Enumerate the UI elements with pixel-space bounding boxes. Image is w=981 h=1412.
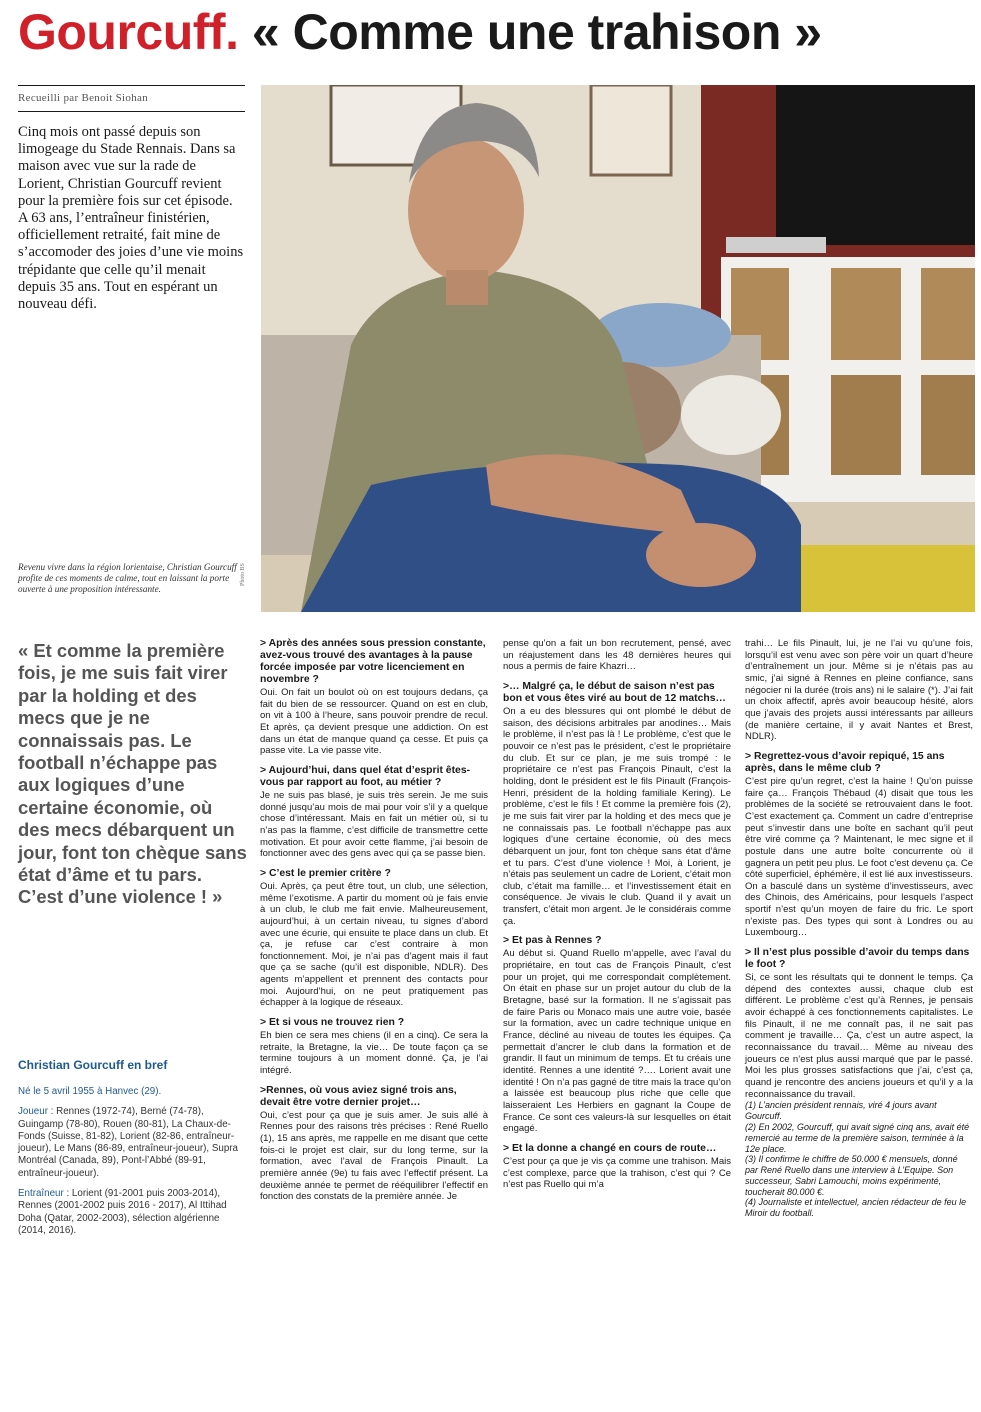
pull-quote: « Et comme la première fois, je me suis fait virer par la holding et des mecs que je ne connaissais pas. Le football n’échappe pas aux logiques d’une certaine économie, où des mecs débarquent un jour, font ton chèque sans état d’âme et tu pars. C’est d’une violence ! » <box>18 640 247 908</box>
interview-answer: Au début si. Quand Ruello m’appelle, avec l’aval du propriétaire, en tout cas de François Pinault, c’est pour un projet, qui me correspondait complètement. On était en phase sur un projet autour du club de la Bretagne, basé sur la formation. Il ne s’agissait pas de faire Paris ou Monaco mais une autre voie, basée sur la formation, avec un cadre technique unique en France, décliné au niveau de toutes les équipes. Ça permettait d’ancrer le club dans la formation et de grandir. Il faut un minimum de temps. Et tu créais une identité. Rennes a une identité ?…. Lorient avait une identité ! On n’a pas gagné de titre mais la trace qu’on a laissée est beaucoup plus riche que celle que laisseraient Les Herbiers en gagnant la Coupe de France. Ce sont ces valeurs-là sur lesquelles on était engagé. <box>503 948 731 1135</box>
interview-answer: pense qu’on a fait un bon recrutement, pensé, avec un réajustement dans les 48 dernières heures qui nous a permis de faire Khazri… <box>503 638 731 673</box>
bio-coach-label: Entraîneur <box>18 1188 64 1200</box>
headline <box>18 2 978 62</box>
bio-player <box>18 1106 248 1180</box>
interview-answer: C’est pire qu’un regret, c’est la haine ! Qu’on puisse faire ça… François Thébaud (4) disait que tous les problèmes de la société se retrouvaient dans le foot. C’est exactement ça. Comment un cadre d’entreprise peut s’investir dans une boîte en sachant qu’il peut être viré comme ça ? Maintenant, le mec signe et il postule dans une autre boîte concurrente où il gagnera un petit peu plus. Le foot c’est devenu ça. Ce côté superficiel, éphémère, il est lié aux investisseurs. On a basculé dans un système d’investisseurs, avec des Chinois, des Américains, pour lesquels l’aspect sportif n’est qu’un moyen de faire du fric. Le sport n’existe pas. Des types qui sont à Londres ou au Luxembourg… <box>745 775 973 939</box>
interview-column-3 <box>745 638 973 1219</box>
portrait-illustration <box>261 85 975 612</box>
interview-question: > Il n’est plus possible d’avoir du temps dans le foot ? <box>745 947 970 971</box>
interview-question: >… Malgré ça, le début de saison n’est pas bon et vous êtes viré au bout de 12 matchs… <box>503 680 726 704</box>
interview-question: > Regrettez-vous d’avoir repiqué, 15 ans après, dans le même club ? <box>745 750 945 774</box>
bio-player-label: Joueur <box>18 1106 48 1118</box>
interview-answer: Je ne suis pas blasé, je suis très serein. Je me suis donné jusqu’au mois de mai pour voir s’il y a quelque chose d’intéressant. Mais en fait un métier où, si tu n’as pas la flamme, c’est difficile de transmettre cette motivation. Et pour avoir cette flamme, j’ai besoin de fonctionner avec des gens avec qui ça se passe bien. <box>260 789 488 860</box>
interview-question: > Après des années sous pression constante, avez-vous trouvé des avantages à la pause forcée imposée par votre licenciement en novembre ? <box>260 638 486 685</box>
interview-answer: Si, ce sont les résultats qui te donnent le temps. Ça dépend des contextes aussi, chaque club est différent. Le problème c’est qu’à Rennes, je pensais avoir échappé à ces fonctionnements capitalistes. Le fils Pinault, il ne me connaît pas, il ne sait pas comment je travaille… Ça, c’est un autre aspect, la reconnaissance du travail… Même au niveau des joueurs ce n’est plus aussi marqué que par le passé. Moi les plus grosses satisfactions que j’ai, c’est ça, quand je rencontre des anciens joueurs et qu’il y a la reconnaissance du travail. <box>745 972 973 1100</box>
interview-question: > C’est le premier critère ? <box>260 867 391 879</box>
intro-paragraph: Cinq mois ont passé depuis son limogeage du Stade Rennais. Dans sa maison avec vue sur la rade de Lorient, Christian Gourcuff revient pour la première fois sur cet épisode. A 63 ans, l’entraîneur finistérien, officiellement retraité, fait mine de s’accomoder des joies d’une vie moins trépidante que celle qu’il menait depuis 35 ans. Tout en espérant un nouveau défi. <box>18 124 244 313</box>
photo-credit: Photo BS <box>240 563 246 586</box>
interview-question: > Aujourd’hui, dans quel état d’esprit êtes-vous par rapport au foot, au métier ? <box>260 764 471 788</box>
interview-answer: trahi… Le fils Pinault, lui, je ne l’ai vu qu’une fois, lorsqu’il est venu avec son père voir un quart d’heure d’entraînement un jour. Même si je n’étais pas au smic, j’ai signé à Rennes en pleine confiance, sans négocier ni la durée (trois ans) ni le salaire (*). J’ai fait un choix affectif, après avoir beaucoup hésité, alors que j’avais des projets aussi intéressants par ailleurs (de manière certaine, il y avait Nantes et Brest, NDLR). <box>745 638 973 743</box>
interview-question: > Et la donne a changé en cours de route… <box>503 1142 717 1154</box>
bio-player-text: : Rennes (1972-74), Berné (74-78), Guingamp (78-80), Rouen (80-81), La Chaux-de-Fonds (Suisse, 81-82), Lorient (82-86, entraîneur-joueur), Le Mans (86-89, entraîneur-joueur), Supra Montréal (Canada, 89), Pont-l’Abbé (89-91, entraîneur-joueur). <box>18 1106 239 1179</box>
interview-answer: Oui. On fait un boulot où on est toujours dedans, ça fait du bien de se ressourcer. Quand on est en club, on vit à 100 à l’heure, sans pouvoir prendre de recul. Et après, ça devient presque une addiction. On est dans un état de manque quand ça cesse. Et puis ça passe vite. La vie passe vite. <box>260 687 488 757</box>
bio-title: Christian Gourcuff en bref <box>18 1058 168 1072</box>
bio-birth: Né le 5 avril 1955 à Hanvec (29). <box>18 1086 162 1097</box>
portrait-photo <box>261 85 975 612</box>
footnote: (4) Journaliste et intellectuel, ancien rédacteur de feu le Miroir du football. <box>745 1197 967 1219</box>
footnote: (3) Il confirme le chiffre de 50.000 € mensuels, donné par René Ruello dans une interview à L’Equipe. Son successeur, Sabri Lamouchi, moins expérimenté, toucherait 80.000 €. <box>745 1154 958 1197</box>
bio-coach-text: : Lorient (91-2001 puis 2003-2014), Rennes (2001-2002 puis 2016 - 2017), Al Ittihad Doha (Qatar, 2002-2003), sélection algérienne (2014, 2016). <box>18 1188 227 1236</box>
interview-column-2 <box>503 638 731 1191</box>
footnote: (2) En 2002, Gourcuff, qui avait signé cinq ans, avait été remercié au terme de la première saison, terminée à la 12e place. <box>745 1121 970 1154</box>
interview-answer: C’est pour ça que je vis ça comme une trahison. Mais c’est complexe, parce que la trahison, c’est qui ? Ce n’est pas Ruello qui m’a <box>503 1155 731 1191</box>
bio-coach <box>18 1188 248 1237</box>
interview-column-1 <box>260 638 488 1203</box>
interview-answer: Oui. Après, ça peut être tout, un club, une sélection, même l’exotisme. A partir du moment où je fais envie à un club, le club me fait envie. Malheureusement, aujourd’hui, à un certain niveau, tu signes d’abord avec une écurie, qui ensuite te place dans un club. Et ça, je refuse car c’est contraire à mon fonctionnement. Moi, je n’ai pas d’agent mais il faut que ça se sache (qu’il est disponible, NDLR). Des agents m’appellent et prennent des contacts pour moi. Aujourd’hui, on ne peut pratiquement pas échapper à la logique de réseaux. <box>260 880 488 1009</box>
interview-question: > Et pas à Rennes ? <box>503 935 602 947</box>
headline-quote: « Comme une trahison » <box>251 4 822 60</box>
bio-box <box>18 1058 248 1245</box>
interview-question: > Et si vous ne trouvez rien ? <box>260 1017 405 1029</box>
interview-answer: Eh bien ce sera mes chiens (il en a cinq). Ce sera la retraite, la Bretagne, la vie… De toute façon ça se termine toujours à un moment donné. Ça, je l’ai intégré. <box>260 1030 488 1077</box>
byline: Recueilli par Benoit Siohan <box>18 85 245 112</box>
headline-name: Gourcuff. <box>18 4 239 60</box>
interview-answer: On a eu des blessures qui ont plombé le début de saison, des décisions arbitrales par anodines… Mais le problème, il n’est pas là ! Le problème, c’est que le pouvoir ce n’est pas le président, c’est le propriétaire du club. Et sur ce plan, je me suis trompé : le propriétaire ce n’est pas François Pinault, c’est la holding, dont le président est le fils Pinault (François-Henri, président de la holding familiale Kering). Le problème, c’est le fils ! Et comme la première fois (2), je me suis fait virer par la holding et des mecs que je ne connaissais pas. Le football n’échappe pas aux logiques d’une certaine économie, où des mecs débarquent un jour, font ton chèque sans état d’âme et tu pars. C’est d’une violence ! Moi, à Lorient, je n’étais pas seulement un cadre de Lorient, c’était mon club, c’était ma famille… et l’investissement était en conséquence. Je vivais le club. Quand il y avait un transfert, c’était mon argent. Je le considérais comme ça. <box>503 705 731 927</box>
interview-answer: Oui, c’est pour ça que je suis amer. Je suis allé à Rennes pour des raisons très précises : René Ruello (1), 15 ans après, me rappelle en me disant que cette fois-ci le projet est clair, sur du long terme, sur la formation, avec l’aval de François Pinault. La première année (9e) tu fais avec l’effectif présent. La deuxième année te permet de rééquilibrer l’effectif en fonction des constats de la première année. Je <box>260 1109 488 1203</box>
interview-question: >Rennes, où vous aviez signé trois ans, devait être votre dernier projet… <box>260 1084 457 1108</box>
photo-caption: Revenu vivre dans la région lorientaise, Christian Gourcuff profite de ces moments de calme, tout en laissant la porte ouverte à une proposition intéressante. <box>18 562 237 595</box>
footnote: (1) L’ancien président rennais, viré 4 jours avant Gourcuff. <box>745 1100 937 1122</box>
